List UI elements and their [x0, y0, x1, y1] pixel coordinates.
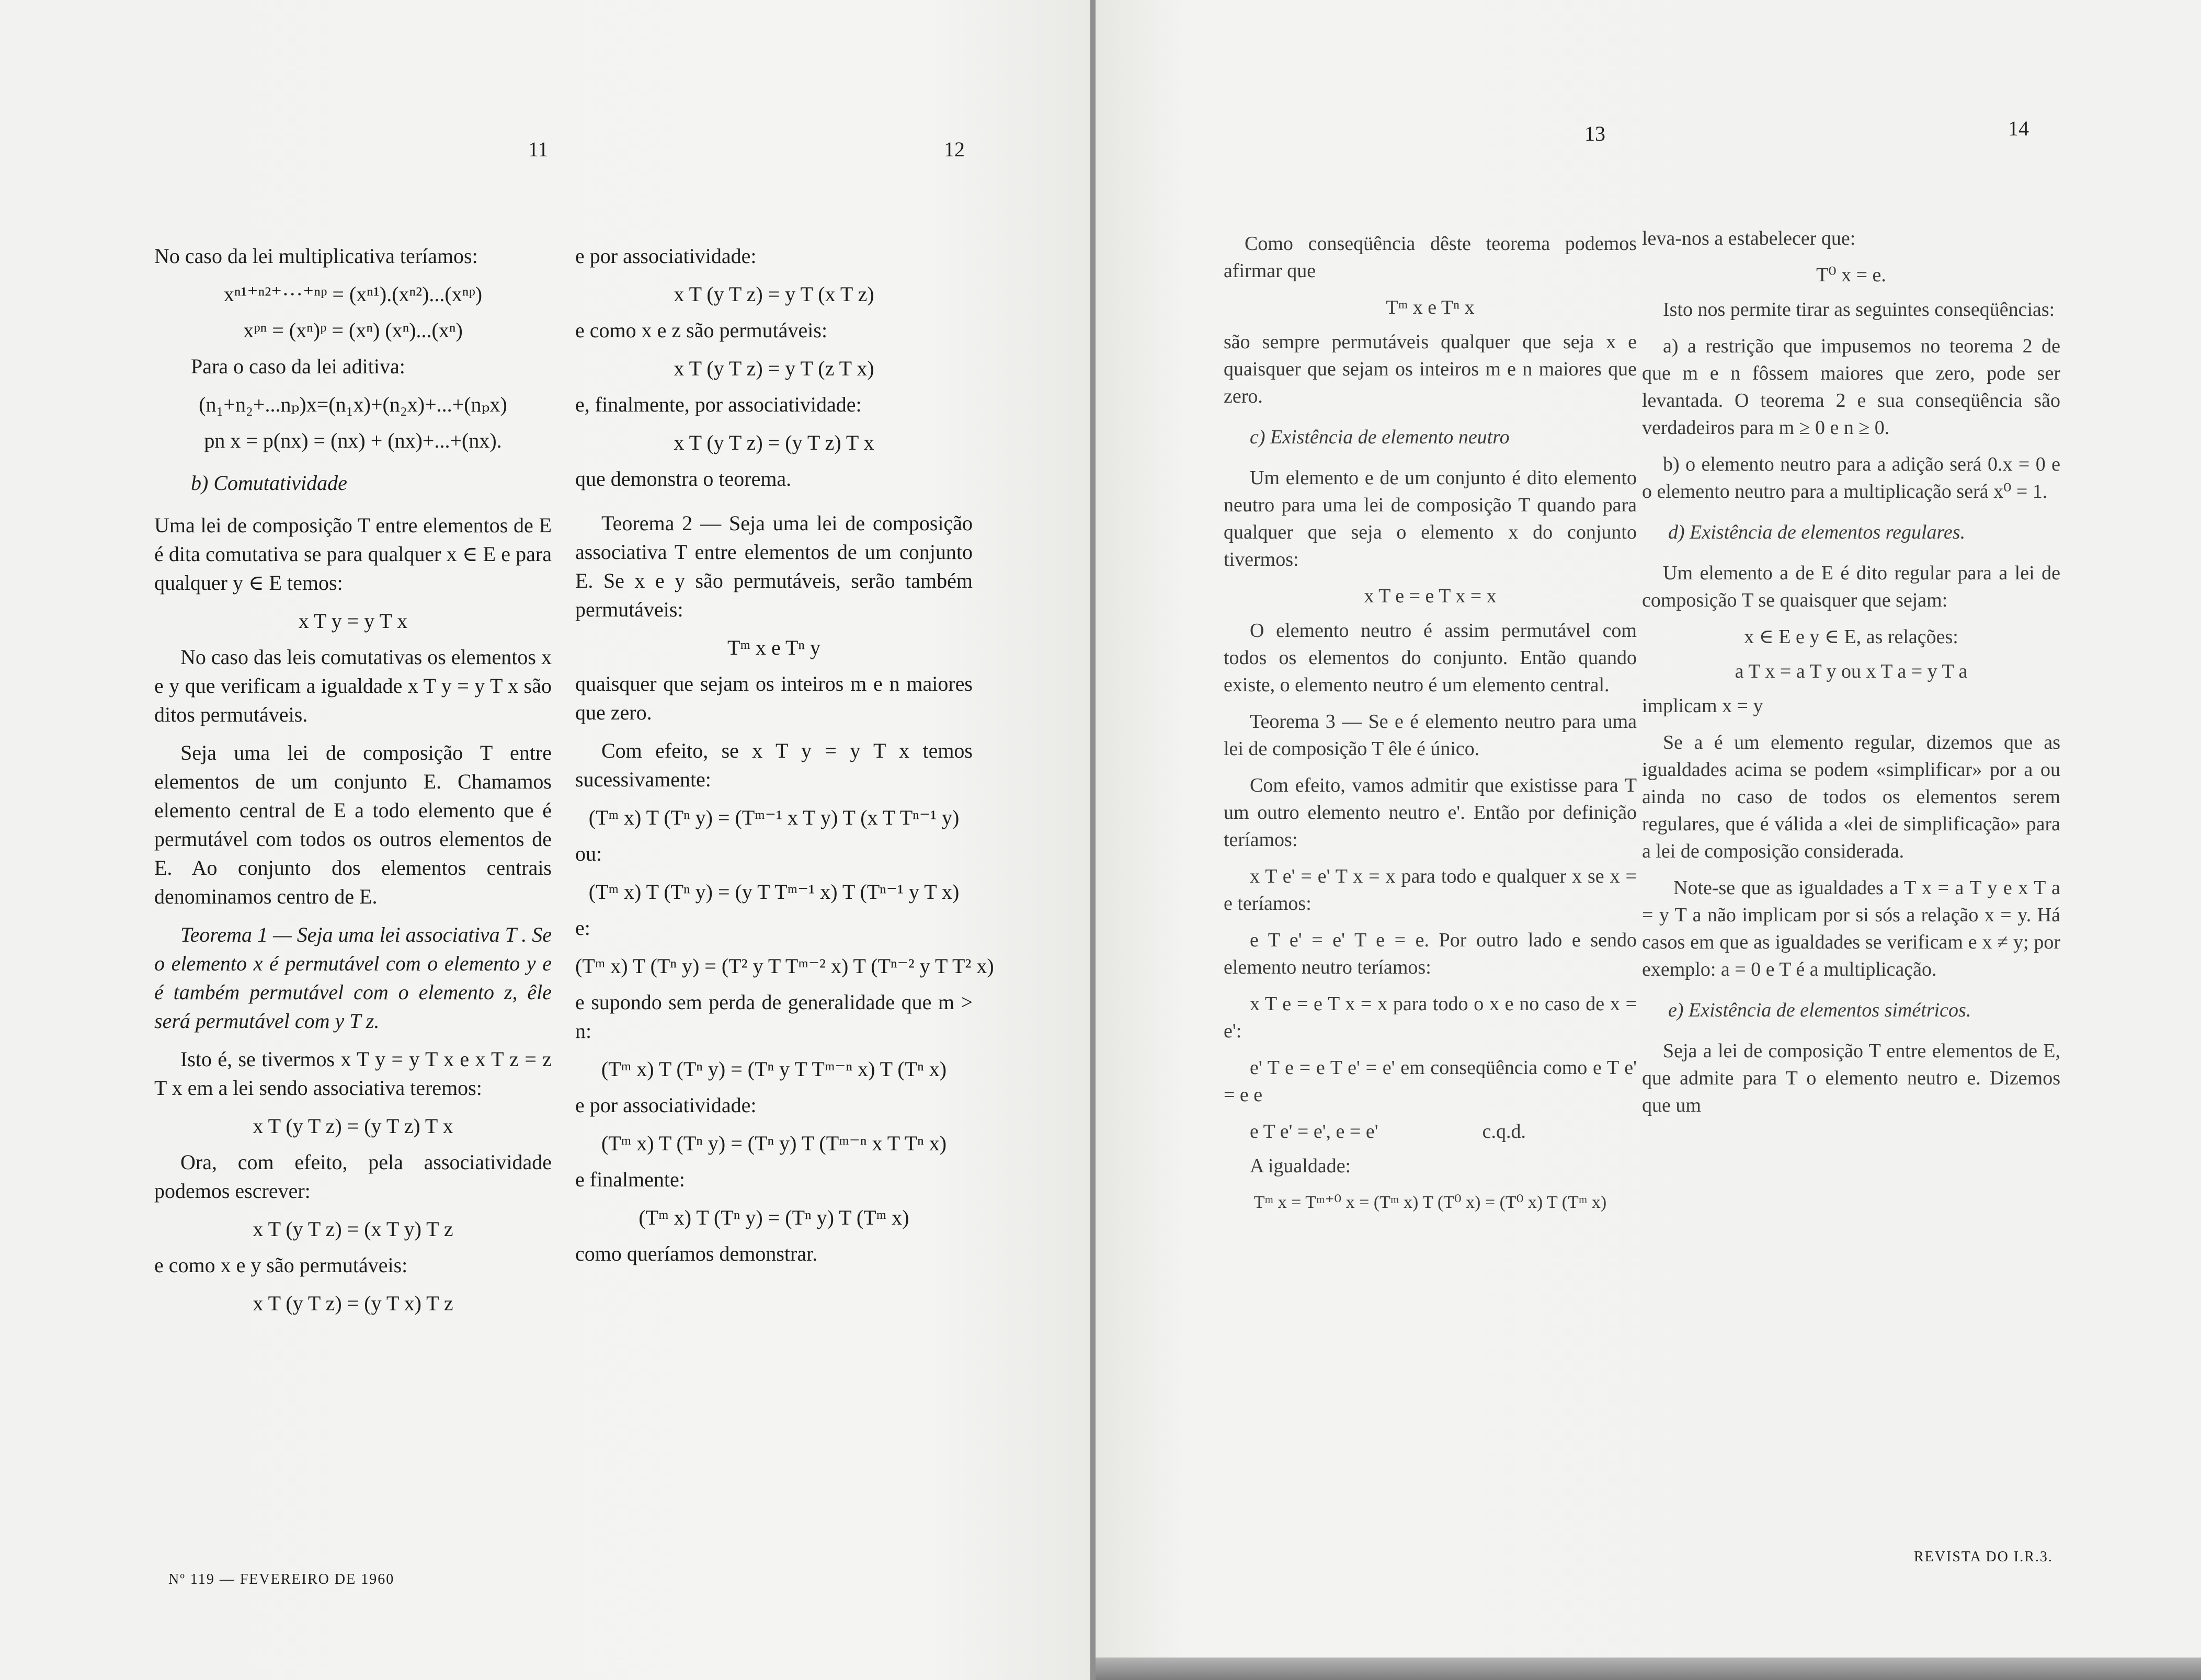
paragraph: Um elemento e de um conjunto é dito elemento neutro para uma lei de composição T quando para qualquer que seja o elemento x do conjunto tivermos: — [1224, 467, 1637, 570]
formula: x T (y T z) = y T (x T z) — [674, 282, 874, 306]
formula: x T (y T z) = (y T x) T z — [253, 1292, 453, 1315]
formula: (Tᵐ x) T (Tⁿ y) = (Tⁿ y) T (Tᵐ⁻ⁿ x T Tⁿ x) — [601, 1132, 947, 1155]
paragraph: que demonstra o teorema. — [575, 467, 792, 490]
formula: (Tᵐ x) T (Tⁿ y) = (y T Tᵐ⁻¹ x) T (Tⁿ⁻¹ y T x) — [588, 880, 960, 904]
theorem-paragraph: Teorema 1 — Seja uma lei associativa T . Se o elemento x é permutável com o elemento y e é também permutável com o elemento z, êle será permutável com y T z. — [154, 923, 552, 1033]
paragraph: O elemento neutro é assim permutável com todos os elementos do conjunto. Então quando existe, o elemento neutro é um elemento central. — [1224, 620, 1637, 696]
formula: T⁰ x = e. — [1816, 264, 1886, 286]
paragraph: Para o caso da lei aditiva: — [191, 355, 405, 378]
formula: pn x = p(nx) = (nx) + (nx)+...+(nx). — [204, 429, 502, 452]
formula: x T e = e T x = x — [1364, 585, 1497, 607]
paragraph: são sempre permutáveis qualquer que seja x e quaisquer que sejam os inteiros m e n maiores que zero. — [1224, 331, 1637, 407]
theorem-paragraph: Teorema 3 — Se e é elemento neutro para uma lei de composição T êle é único. — [1224, 711, 1637, 760]
formula: x T (y T z) = (x T y) T z — [253, 1217, 453, 1241]
paragraph: a) a restrição que impusemos no teorema 2 de que m e n fôssem maiores que zero, pode ser levantada. O teorema 2 e sua conseqüência são verdadeiros para m ≥ 0 e n ≥ 0. — [1642, 335, 2060, 439]
paragraph: b) o elemento neutro para a adição será 0.x = 0 e o elemento neutro para a multiplicação será x⁰ = 1. — [1642, 453, 2060, 502]
paragraph: Isto nos permite tirar as seguintes conseqüências: — [1663, 299, 2055, 321]
paragraph: quaisquer que sejam os inteiros m e n maiores que zero. — [575, 672, 973, 724]
section-heading: d) Existência de elementos regulares. — [1668, 521, 1966, 543]
paragraph: Note-se que as igualdades a T x = a T y e x T a = y T a não implicam por si sós a relação x = y. Há casos em que as igualdades se verificam e x ≠ y; por exemplo: a = 0 e T é a multiplicação. — [1642, 877, 2060, 980]
formula: Tᵐ x e Tⁿ x — [1386, 296, 1475, 318]
formula: x T y = y T x — [298, 609, 408, 633]
formula: Tᵐ x e Tⁿ y — [727, 636, 821, 659]
book-gutter — [1090, 0, 1096, 1680]
formula: x T (y T z) = y T (z T x) — [674, 357, 874, 380]
page-number-12: 12 — [944, 138, 965, 161]
paragraph: Seja a lei de composição T entre elementos de E, que admite para T o elemento neutro e. Dizemos que um — [1642, 1040, 2060, 1116]
paragraph: No caso da lei multiplicativa teríamos: — [154, 244, 478, 268]
paragraph: Um elemento a de E é dito regular para a lei de composição T se quaisquer que sejam: — [1642, 562, 2060, 611]
formula: (n₁+n₂+...nₚ)x=(n₁x)+(n₂x)+...+(nₚx) — [199, 393, 507, 416]
paragraph: A igualdade: — [1250, 1155, 1351, 1177]
formula-text: e T e' = e', e = e' — [1250, 1121, 1378, 1142]
page-number-13: 13 — [1584, 122, 1605, 145]
paragraph: e por associatividade: — [575, 244, 757, 268]
paragraph: e como x e z são permutáveis: — [575, 318, 828, 342]
paragraph: Com efeito, se x T y = y T x temos sucessivamente: — [575, 739, 973, 791]
formula: (Tᵐ x) T (Tⁿ y) = (Tⁿ y) T (Tᵐ x) — [638, 1206, 909, 1229]
column-page-14 — [1642, 225, 2060, 1128]
paragraph: Como conseqüência dêste teorema podemos afirmar que — [1224, 233, 1637, 282]
section-heading: c) Existência de elemento neutro — [1250, 426, 1510, 448]
paragraph: e: — [575, 916, 590, 940]
theorem-paragraph: Teorema 2 — Seja uma lei de composição associativa T entre elementos de um conjunto E. Se x e y são permutáveis, serão também permutáveis: — [575, 511, 973, 621]
footer-journal-name: REVISTA DO I.R.3. — [1914, 1549, 2053, 1565]
paragraph: ou: — [575, 842, 602, 865]
paragraph: e, finalmente, por associatividade: — [575, 393, 862, 416]
paragraph: x T e = e T x = x para todo o x e no caso de x = e': — [1224, 993, 1637, 1042]
paragraph: e T e' = e' T e = e. Por outro lado e sendo elemento neutro teríamos: — [1224, 929, 1637, 978]
paragraph: Uma lei de composição T entre elementos de E é dita comutativa se para qualquer x ∈ E e para qualquer y ∈ E temos: — [154, 513, 552, 595]
paragraph: Com efeito, vamos admitir que existisse para T um outro elemento neutro e'. Então por definição teríamos: — [1224, 774, 1637, 851]
column-page-13 — [1224, 230, 1637, 1224]
paragraph: como queríamos demonstrar. — [575, 1242, 818, 1265]
section-heading: b) Comutatividade — [191, 471, 347, 495]
formula: (Tᵐ x) T (Tⁿ y) = (Tⁿ y T Tᵐ⁻ⁿ x) T (Tⁿ x) — [601, 1057, 947, 1081]
formula: (Tᵐ x) T (Tⁿ y) = (T² y T Tᵐ⁻² x) T (Tⁿ⁻² y T T² x) — [575, 954, 994, 978]
paragraph: leva-nos a estabelecer que: — [1642, 227, 1856, 249]
formula: xᵖⁿ = (xⁿ)ᵖ = (xⁿ) (xⁿ)...(xⁿ) — [243, 318, 463, 342]
footer-issue-date: Nº 119 — FEVEREIRO DE 1960 — [168, 1571, 395, 1587]
formula — [1250, 1118, 1637, 1145]
formula: x T (y T z) = (y T z) T x — [674, 431, 874, 454]
paragraph: Ora, com efeito, pela associatividade podemos escrever: — [154, 1150, 552, 1203]
formula: x T (y T z) = (y T z) T x — [253, 1114, 453, 1138]
page-number-11: 11 — [528, 138, 549, 161]
page-number-14: 14 — [2008, 117, 2029, 140]
formula: Tᵐ x = Tᵐ⁺⁰ x = (Tᵐ x) T (T⁰ x) = (T⁰ x) T (Tᵐ x) — [1253, 1193, 1607, 1212]
paragraph: e por associatividade: — [575, 1093, 757, 1117]
qed-mark: c.q.d. — [1482, 1121, 1526, 1142]
paragraph: Se a é um elemento regular, dizemos que as igualdades acima se podem «simplificar» por a ou ainda no caso de todos os elementos serem regulares, que é válida a «lei de simplificação» para a lei de composição considerada. — [1642, 732, 2060, 862]
column-page-11 — [154, 242, 552, 1325]
paragraph: Isto é, se tivermos x T y = y T x e x T z = z T x em a lei sendo associativa teremos: — [154, 1047, 552, 1100]
formula: a T x = a T y ou x T a = y T a — [1735, 660, 1968, 682]
column-page-12 — [575, 242, 994, 1277]
paragraph: x T e' = e' T x = x para todo e qualquer x se x = e teríamos: — [1224, 865, 1637, 915]
paragraph: e' T e = e T e' = e' em conseqüência como e T e' = e e — [1224, 1057, 1637, 1106]
paragraph: implicam x = y — [1642, 695, 1763, 717]
paragraph: e supondo sem perda de generalidade que m > n: — [575, 990, 973, 1043]
formula: xⁿ¹⁺ⁿ²⁺···⁺ⁿᵖ = (xⁿ¹).(xⁿ²)...(xⁿᵖ) — [223, 282, 483, 306]
formula: (Tᵐ x) T (Tⁿ y) = (Tᵐ⁻¹ x T y) T (x T Tⁿ⁻¹ y) — [588, 806, 960, 829]
page-bottom-edge — [1096, 1658, 2201, 1680]
section-heading: e) Existência de elementos simétricos. — [1668, 999, 1971, 1021]
paragraph: Seja uma lei de composição T entre elementos de um conjunto E. Chamamos elemento central de E a todo elemento que é permutável com todos os outros elementos de E. Ao conjunto dos elementos centrais denominamos centro de E. — [154, 741, 552, 908]
paragraph: e finalmente: — [575, 1168, 685, 1191]
paragraph: No caso das leis comutativas os elementos x e y que verificam a igualdade x T y = y T x são ditos permutáveis. — [154, 645, 552, 726]
formula: x ∈ E e y ∈ E, as relações: — [1744, 626, 1958, 648]
paragraph: e como x e y são permutáveis: — [154, 1253, 408, 1277]
